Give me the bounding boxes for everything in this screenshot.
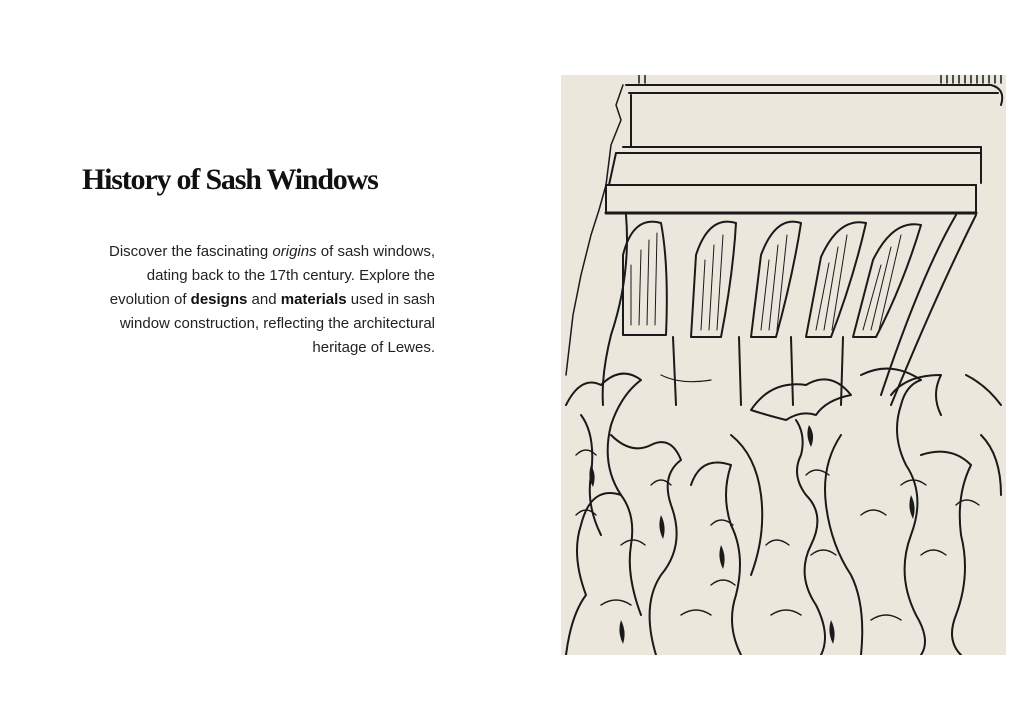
intro-text-4: used in sash window construction, reflecting the architectural heritage of Lewes. bbox=[119, 291, 435, 356]
intro-designs-strong: designs bbox=[190, 291, 248, 308]
intro-text-3: and bbox=[247, 291, 281, 308]
intro-paragraph bbox=[105, 240, 435, 360]
intro-text-1: Discover the fascinating bbox=[109, 243, 273, 260]
intro-text-2: of sash windows, dating back to the 17th century. Explore the evolution of bbox=[109, 243, 435, 308]
page-title: History of Sash Windows bbox=[82, 163, 378, 196]
corinthian-capital-illustration bbox=[561, 75, 1006, 655]
corinthian-capital-engraving-icon bbox=[561, 75, 1006, 655]
intro-origins-emphasis: origins bbox=[272, 243, 317, 260]
intro-materials-strong: materials bbox=[280, 291, 347, 308]
